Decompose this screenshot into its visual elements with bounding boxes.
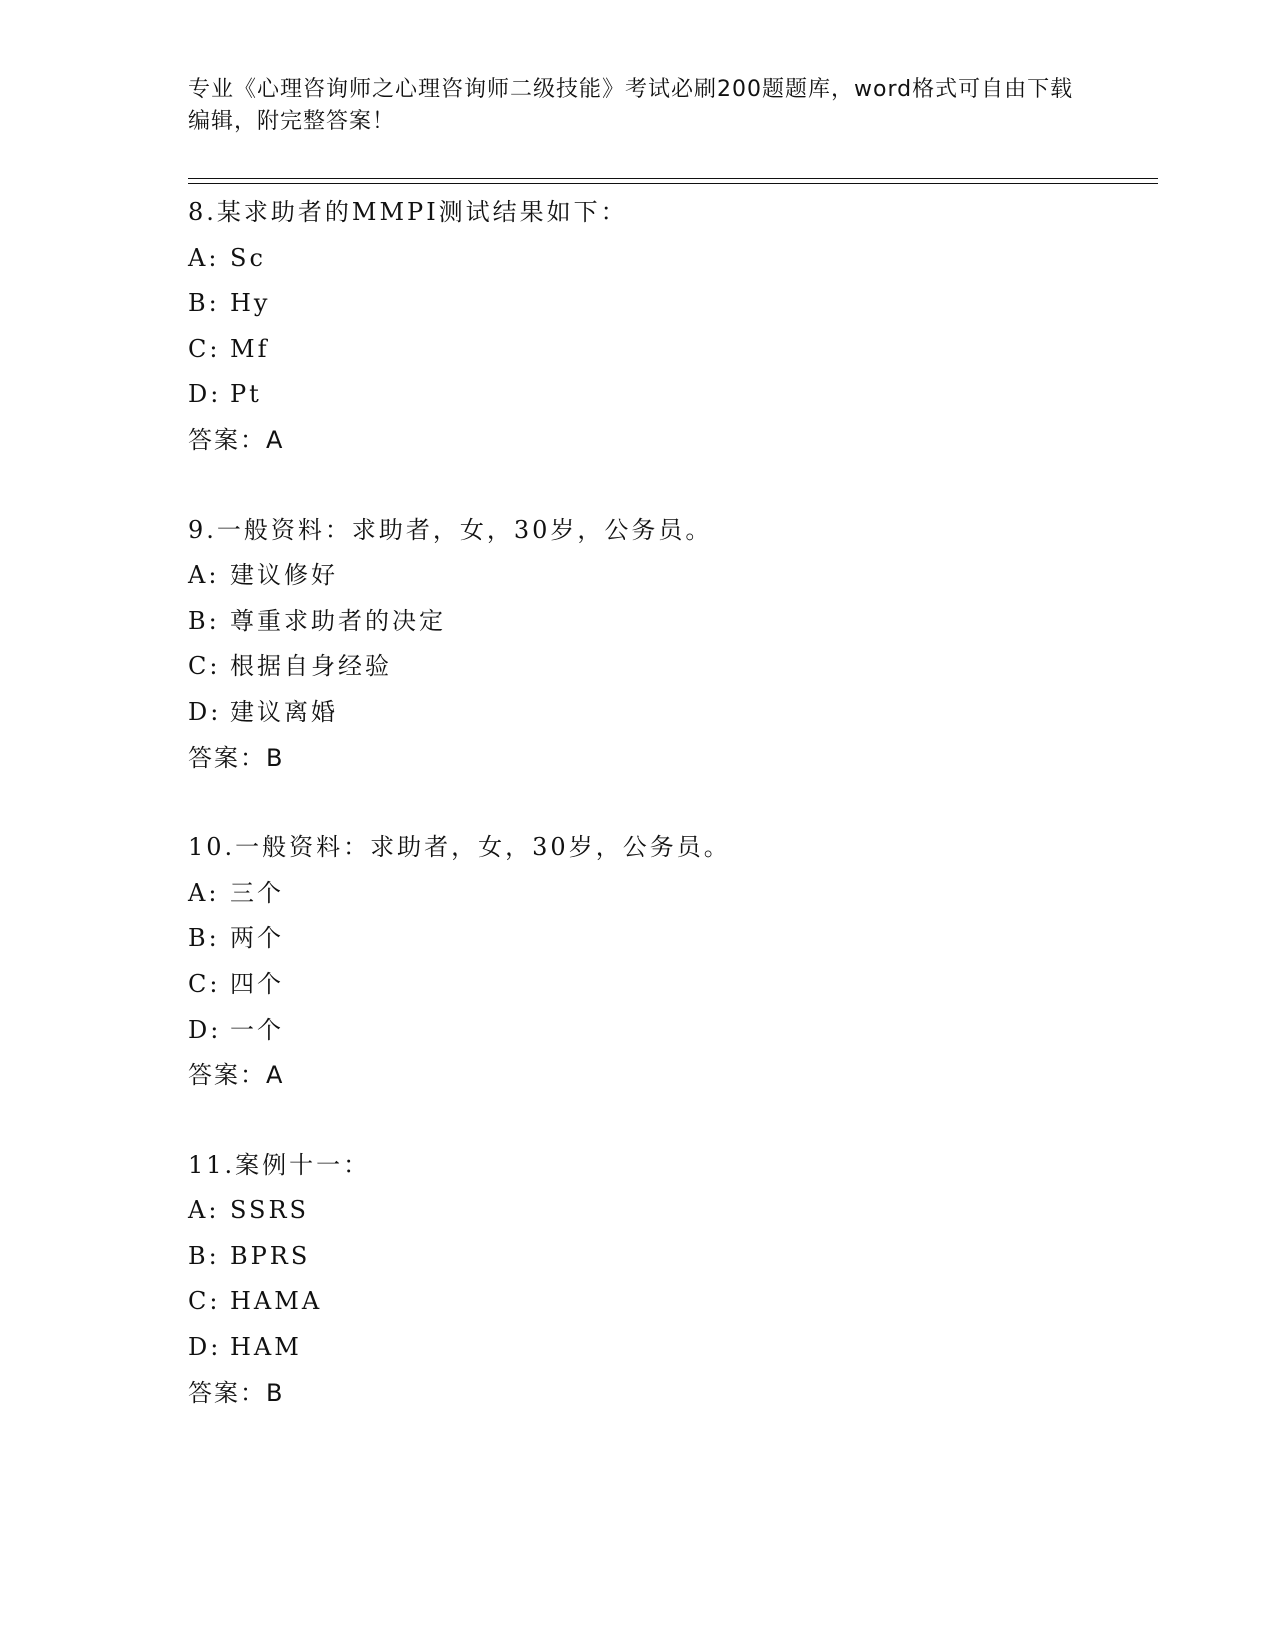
option-c xyxy=(188,1279,1158,1325)
option-letter: D: xyxy=(188,697,222,726)
option-letter: B: xyxy=(188,924,220,953)
question-11 xyxy=(188,1143,1158,1417)
option-a xyxy=(188,871,1158,917)
option-letter: A: xyxy=(188,243,220,272)
document-header: 专业《心理咨询师之心理咨询师二级技能》考试必刷200题题库，word格式可自由下载编辑，附完整答案！ xyxy=(188,77,1074,134)
option-b xyxy=(188,281,1158,327)
option-letter: C: xyxy=(188,334,221,363)
question-stem: 10.一般资料：求助者，女，30岁，公务员。 xyxy=(188,833,731,862)
option-text: Mf xyxy=(230,334,270,363)
option-letter: A: xyxy=(188,1196,220,1225)
option-text: HAMA xyxy=(230,1287,323,1316)
option-text: HAM xyxy=(230,1333,302,1362)
question-10 xyxy=(188,825,1158,1099)
header-divider-bottom xyxy=(188,183,1158,184)
option-letter: D: xyxy=(188,380,222,409)
question-9 xyxy=(188,508,1158,782)
option-text: 尊重求助者的决定 xyxy=(230,606,446,635)
question-stem: 11.案例十一： xyxy=(188,1150,371,1179)
option-text: 四个 xyxy=(230,969,284,998)
question-list xyxy=(188,190,1158,1460)
option-text: 根据自身经验 xyxy=(230,652,392,681)
question-stem: 8.某求助者的MMPI测试结果如下： xyxy=(188,198,628,226)
option-d xyxy=(188,690,1158,736)
option-b xyxy=(188,599,1158,645)
question-8 xyxy=(188,190,1158,464)
option-text: 三个 xyxy=(230,878,284,907)
option-letter: D: xyxy=(188,1333,222,1362)
option-letter: C: xyxy=(188,652,221,681)
option-letter: A: xyxy=(188,561,220,590)
option-a xyxy=(188,1188,1158,1234)
option-text: Pt xyxy=(230,380,262,409)
option-letter: C: xyxy=(188,969,221,998)
option-d xyxy=(188,1325,1158,1371)
option-text: Sc xyxy=(230,243,266,272)
option-text: 建议修好 xyxy=(230,561,338,590)
answer-line: 答案：A xyxy=(188,1061,285,1090)
answer-line: 答案：A xyxy=(188,425,285,454)
option-text: SSRS xyxy=(230,1196,309,1225)
option-c xyxy=(188,962,1158,1008)
answer-line: 答案：B xyxy=(188,1378,285,1407)
option-letter: C: xyxy=(188,1287,221,1316)
header-divider-top xyxy=(188,178,1158,179)
option-a xyxy=(188,553,1158,599)
option-text: 建议离婚 xyxy=(230,697,338,726)
option-letter: B: xyxy=(188,289,220,318)
option-letter: B: xyxy=(188,606,220,635)
option-text: Hy xyxy=(230,289,271,318)
option-text: 一个 xyxy=(230,1015,284,1044)
answer-line: 答案：B xyxy=(188,743,285,772)
option-c xyxy=(188,327,1158,373)
option-b xyxy=(188,1234,1158,1280)
option-c xyxy=(188,644,1158,690)
option-d xyxy=(188,1008,1158,1054)
option-a xyxy=(188,236,1158,282)
option-letter: A: xyxy=(188,878,220,907)
option-text: BPRS xyxy=(230,1241,311,1270)
option-letter: D: xyxy=(188,1015,222,1044)
option-d xyxy=(188,372,1158,418)
question-stem: 9.一般资料：求助者，女，30岁，公务员。 xyxy=(188,515,713,544)
option-b xyxy=(188,916,1158,962)
option-text: 两个 xyxy=(230,924,284,953)
option-letter: B: xyxy=(188,1241,220,1270)
